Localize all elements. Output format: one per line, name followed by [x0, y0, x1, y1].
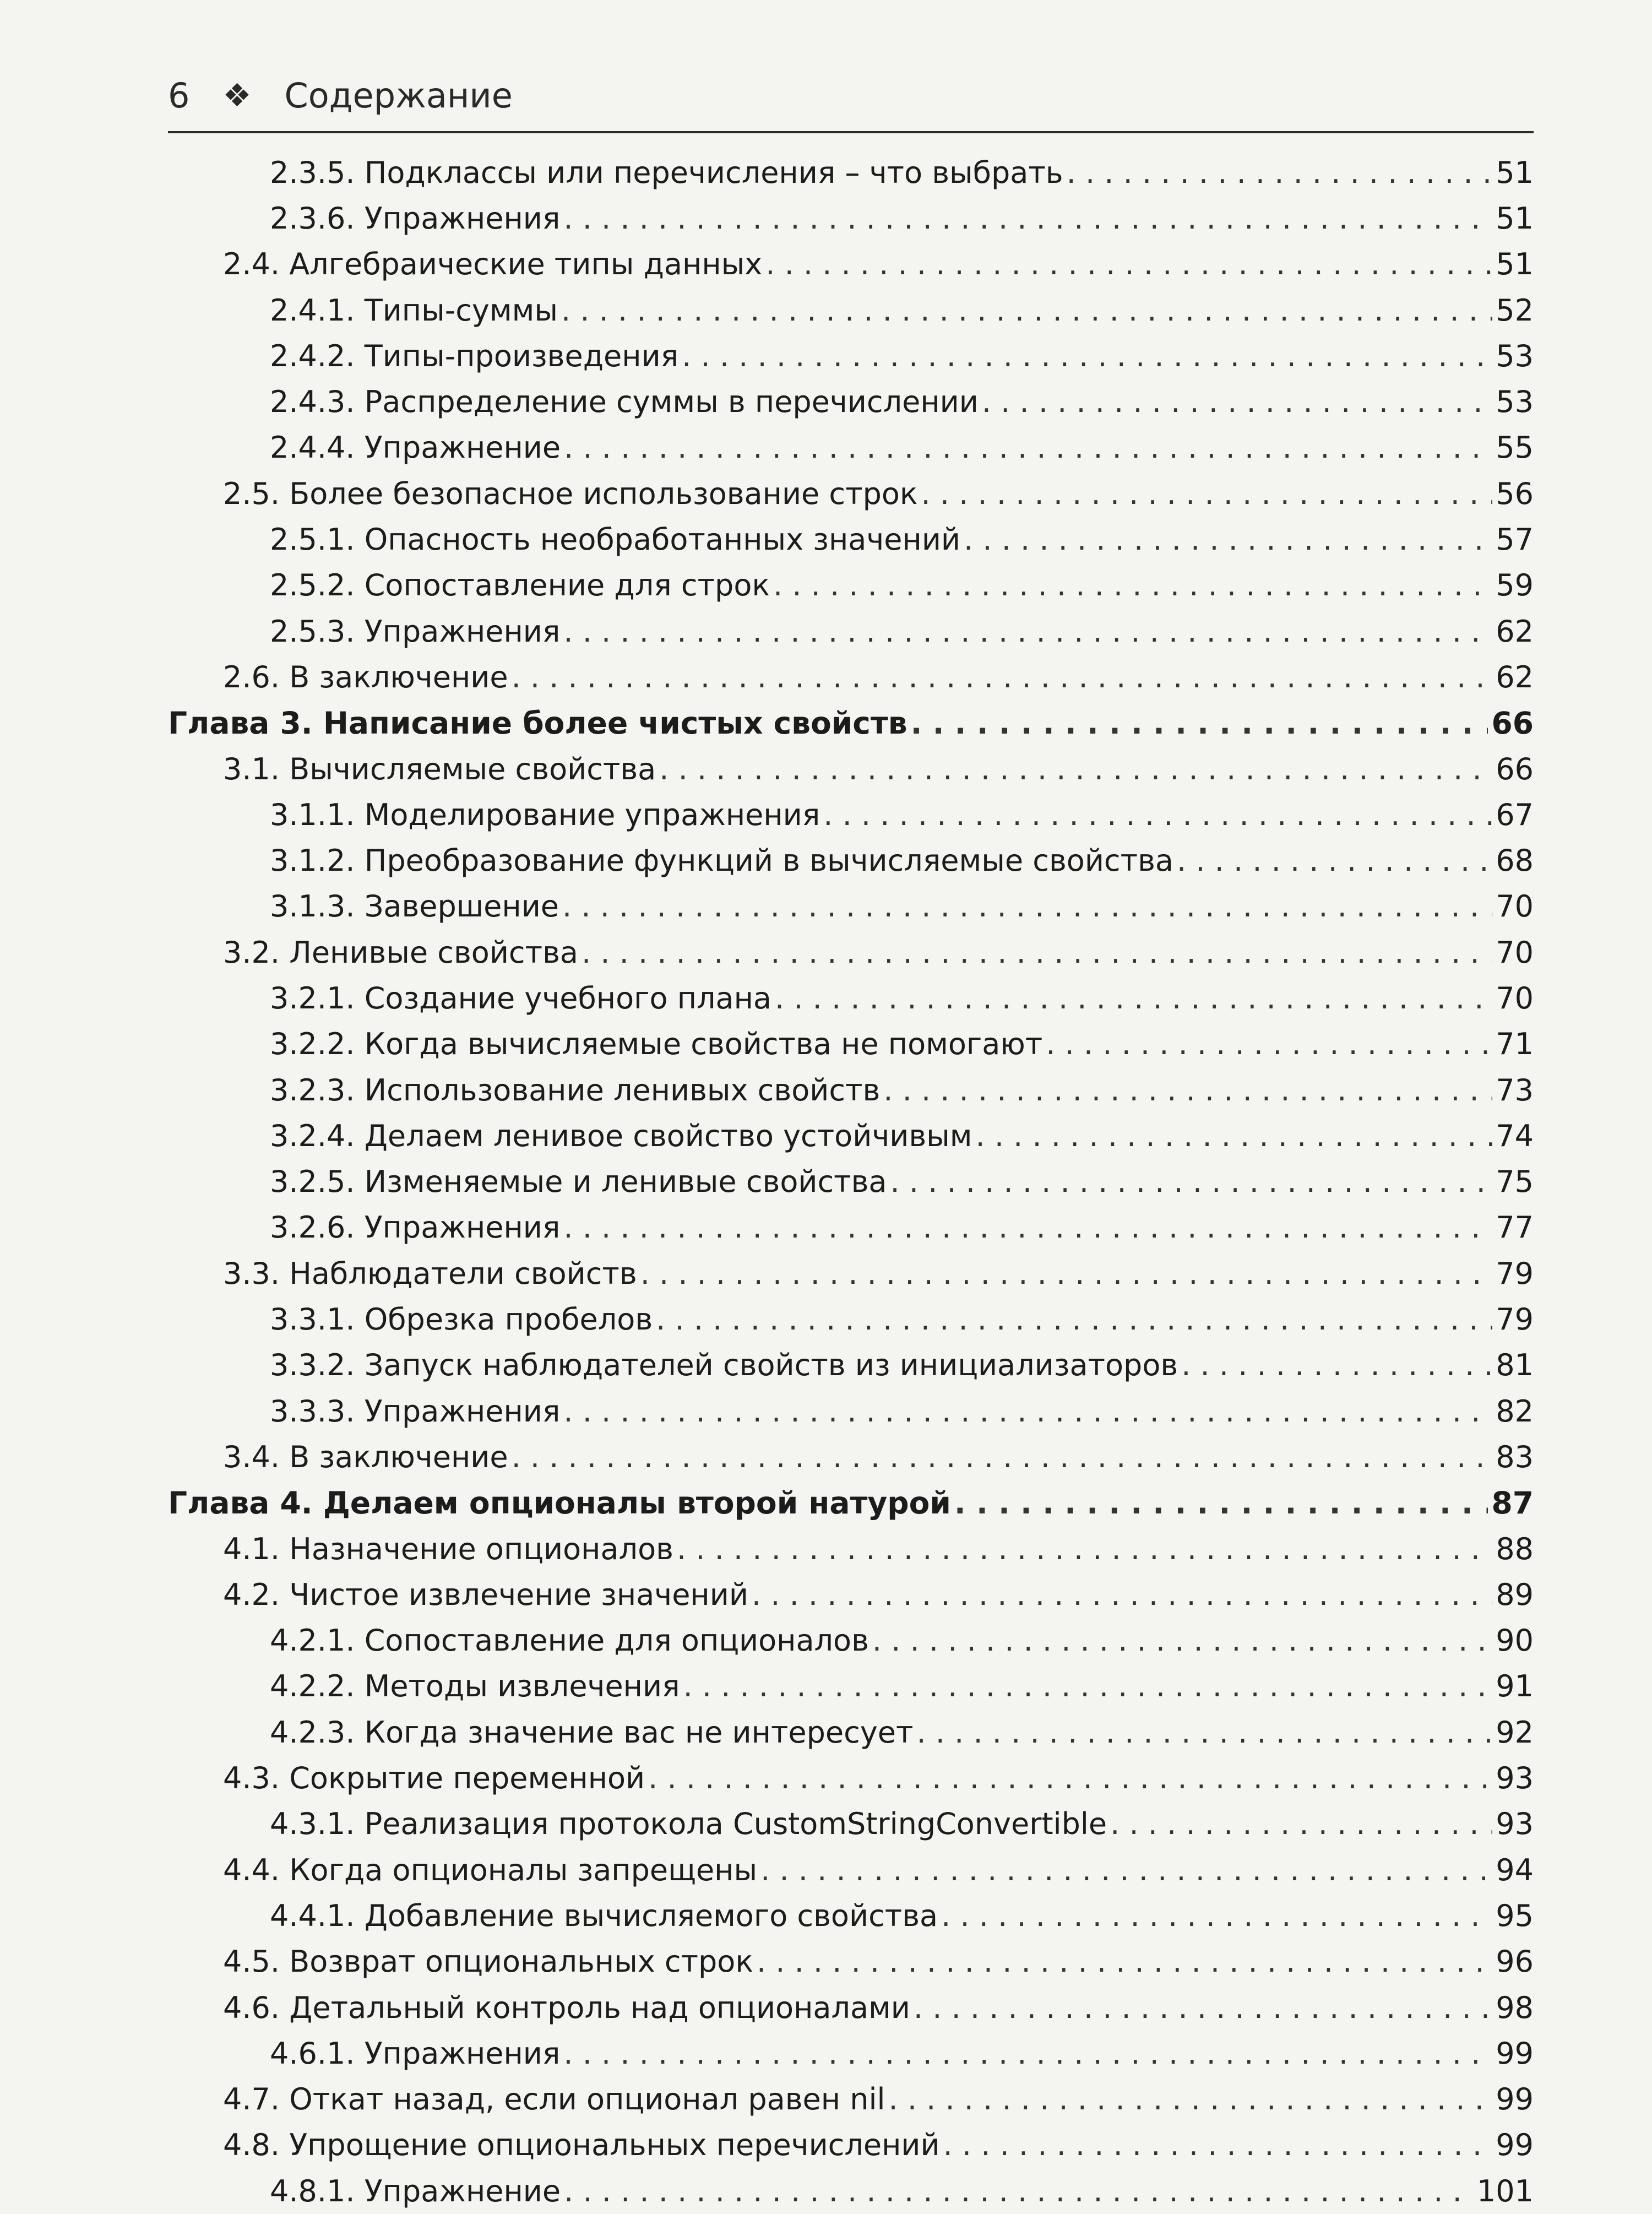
toc-subsection-entry: [168, 379, 1534, 425]
dot-leader: [562, 892, 1492, 921]
toc-entry-title: 4.4.1. Добавление вычисляемого свойства: [270, 1898, 938, 1933]
toc-section-entry: [168, 1526, 1534, 1572]
toc-entry-title: 2.5.2. Сопоставление для строк: [270, 568, 770, 603]
toc-entry-title: 3.2.6. Упражнения: [270, 1210, 561, 1245]
toc-entry-title: 3.1. Вычисляемые свойства: [223, 751, 656, 786]
toc-entry-page: 82: [1496, 1393, 1534, 1429]
dot-leader: [1177, 846, 1492, 876]
toc-entry-page: 53: [1496, 384, 1534, 420]
toc-section-entry: [168, 471, 1534, 517]
dot-leader: [872, 1626, 1492, 1656]
toc-subsection-entry: [168, 287, 1534, 333]
toc-entry-title: 3.4. В заключение: [223, 1439, 508, 1474]
toc-subsection-entry: [168, 2168, 1534, 2214]
toc-subsection-entry: [168, 1664, 1534, 1710]
toc-entry-title: 3.3.1. Обрезка пробелов: [270, 1302, 653, 1337]
toc-entry-page: 67: [1496, 797, 1534, 832]
toc-entry-page: 101: [1476, 2173, 1534, 2208]
dot-leader: [941, 1901, 1492, 1931]
toc-section-entry: [168, 654, 1534, 700]
toc-section-entry: [168, 1847, 1534, 1893]
toc-section-entry: [168, 930, 1534, 975]
toc-subsection-entry: [168, 975, 1534, 1021]
toc-entry-page: 74: [1496, 1118, 1534, 1153]
dot-leader: [943, 2130, 1493, 2160]
toc-subsection-entry: [168, 792, 1534, 838]
toc-entry-title: Глава 3. Написание более чистых свойств: [168, 705, 907, 741]
toc-entry-title: 4.8. Упрощение опциональных перечислений: [223, 2128, 940, 2163]
toc-section-entry: [168, 1434, 1534, 1480]
toc-entry-title: Глава 4. Делаем опционалы второй натурой: [168, 1485, 951, 1521]
toc-section-entry: [168, 242, 1534, 287]
toc-section-entry: [168, 746, 1534, 792]
toc-entry-title: 3.2.4. Делаем ленивое свойство устойчивым: [270, 1118, 972, 1153]
dot-leader: [775, 984, 1492, 1013]
toc-entry-title: 2.4.1. Типы-суммы: [270, 292, 558, 328]
toc-entry-page: 56: [1496, 476, 1534, 511]
toc-entry-page: 81: [1496, 1348, 1534, 1383]
toc-entry-title: 3.1.3. Завершение: [270, 889, 559, 924]
dot-leader: [563, 617, 1492, 647]
toc-section-entry: [168, 1572, 1534, 1618]
dot-leader: [563, 2039, 1492, 2069]
toc-subsection-entry: [168, 1159, 1534, 1205]
toc-entry-page: 70: [1496, 980, 1534, 1016]
section-title: Содержание: [284, 75, 513, 116]
page-number: 6: [168, 75, 190, 116]
toc-entry-page: 68: [1496, 843, 1534, 878]
toc-chapter-entry: [168, 701, 1534, 746]
toc-entry-page: 77: [1496, 1210, 1534, 1245]
toc-section-entry: [168, 1985, 1534, 2031]
toc-entry-page: 75: [1496, 1164, 1534, 1200]
toc-section-entry: [168, 1251, 1534, 1296]
toc-entry-title: 4.2.1. Сопоставление для опционалов: [270, 1623, 869, 1658]
toc-subsection-entry: [168, 838, 1534, 883]
dot-leader: [648, 1763, 1492, 1793]
toc-entry-page: 99: [1496, 2082, 1534, 2117]
dot-leader: [765, 249, 1492, 279]
toc-entry-title: 4.2. Чистое извлечение значений: [223, 1577, 748, 1612]
dot-leader: [914, 1993, 1492, 2023]
dot-leader: [823, 800, 1492, 830]
dot-leader: [773, 571, 1492, 600]
dot-leader: [760, 1855, 1492, 1885]
toc-entry-page: 66: [1496, 751, 1534, 786]
toc-entry-title: 4.5. Возврат опциональных строк: [223, 1944, 753, 1979]
toc-entry-title: 2.4.4. Упражнение: [270, 430, 561, 465]
toc-entry-page: 53: [1496, 338, 1534, 373]
toc-subsection-entry: [168, 1113, 1534, 1159]
toc-entry-page: 71: [1496, 1027, 1534, 1062]
toc-subsection-entry: [168, 563, 1534, 609]
running-header: [168, 70, 513, 120]
table-of-contents: [168, 150, 1534, 2214]
toc-entry-title: 2.3.5. Подклассы или перечисления – что выбрать: [270, 155, 1063, 190]
toc-subsection-entry: [168, 425, 1534, 471]
toc-section-entry: [168, 2123, 1534, 2168]
toc-entry-page: 96: [1496, 1944, 1534, 1979]
dot-leader: [976, 1121, 1493, 1151]
toc-entry-page: 87: [1491, 1485, 1534, 1521]
toc-subsection-entry: [168, 150, 1534, 196]
toc-entry-page: 98: [1496, 1990, 1534, 2025]
toc-entry-page: 88: [1496, 1531, 1534, 1566]
toc-subsection-entry: [168, 2031, 1534, 2076]
toc-chapter-entry: [168, 1480, 1534, 1526]
toc-subsection-entry: [168, 1893, 1534, 1939]
dot-leader: [683, 1672, 1493, 1701]
toc-entry-title: 4.6.1. Упражнения: [270, 2036, 561, 2071]
toc-subsection-entry: [168, 1296, 1534, 1342]
toc-entry-title: 3.1.2. Преобразование функций в вычисляемые свойства: [270, 843, 1173, 878]
dot-leader: [954, 1488, 1488, 1518]
toc-entry-title: 3.2.3. Использование ленивых свойств: [270, 1072, 881, 1108]
dot-leader: [964, 525, 1492, 555]
dot-leader: [682, 341, 1492, 371]
toc-entry-title: 2.6. В заключение: [223, 659, 508, 694]
toc-entry-title: 2.5. Более безопасное использование строк: [223, 476, 918, 511]
toc-entry-page: 95: [1496, 1898, 1534, 1933]
dot-leader: [757, 1947, 1492, 1977]
dot-leader: [561, 296, 1492, 325]
toc-subsection-entry: [168, 1022, 1534, 1067]
toc-entry-title: 4.4. Когда опционалы запрещены: [223, 1852, 758, 1887]
toc-entry-page: 55: [1496, 430, 1534, 465]
toc-entry-title: 4.1. Назначение опционалов: [223, 1531, 673, 1566]
toc-entry-page: 57: [1496, 522, 1534, 557]
toc-entry-title: 3.3.2. Запуск наблюдателей свойств из инициализаторов: [270, 1348, 1178, 1383]
toc-subsection-entry: [168, 1067, 1534, 1113]
dot-leader: [563, 1213, 1492, 1242]
toc-entry-title: 2.4.2. Типы-произведения: [270, 338, 679, 373]
toc-subsection-entry: [168, 196, 1534, 241]
toc-subsection-entry: [168, 1343, 1534, 1388]
header-rule: [168, 131, 1534, 133]
toc-entry-title: 3.2.5. Изменяемые и ленивые свойства: [270, 1164, 887, 1200]
toc-entry-page: 94: [1496, 1852, 1534, 1887]
toc-entry-page: 73: [1496, 1072, 1534, 1108]
toc-entry-title: 3.3.3. Упражнения: [270, 1393, 561, 1429]
dot-leader: [563, 204, 1492, 234]
toc-entry-page: 99: [1496, 2128, 1534, 2163]
dot-leader: [1067, 158, 1493, 188]
dot-leader: [640, 1259, 1493, 1289]
toc-section-entry: [168, 1939, 1534, 1985]
ornament-separator: ❖: [222, 77, 252, 114]
toc-subsection-entry: [168, 1710, 1534, 1755]
toc-subsection-entry: [168, 1801, 1534, 1847]
toc-entry-title: 4.2.3. Когда значение вас не интересует: [270, 1714, 914, 1750]
toc-entry-page: 51: [1496, 247, 1534, 282]
toc-entry-title: 2.4.3. Распределение суммы в перечислении: [270, 384, 979, 420]
toc-entry-title: 3.1.1. Моделирование упражнения: [270, 797, 820, 832]
dot-leader: [659, 755, 1492, 784]
toc-entry-page: 79: [1496, 1302, 1534, 1337]
toc-section-entry: [168, 1755, 1534, 1801]
dot-leader: [564, 433, 1492, 463]
dot-leader: [916, 1718, 1492, 1748]
toc-entry-title: 4.8.1. Упражнение: [270, 2173, 561, 2208]
toc-entry-title: 3.2.2. Когда вычисляемые свойства не помогают: [270, 1027, 1043, 1062]
toc-entry-page: 93: [1496, 1806, 1534, 1842]
toc-entry-page: 51: [1496, 200, 1534, 236]
dot-leader: [677, 1534, 1492, 1564]
dot-leader: [1110, 1809, 1492, 1839]
toc-entry-page: 99: [1496, 2036, 1534, 2071]
toc-section-entry: [168, 2076, 1534, 2122]
dot-leader: [582, 938, 1492, 968]
toc-entry-title: 3.3. Наблюдатели свойств: [223, 1256, 637, 1291]
dot-leader: [890, 1167, 1493, 1197]
dot-leader: [563, 1397, 1492, 1426]
toc-entry-title: 4.3.1. Реализация протокола CustomStringConvertible: [270, 1806, 1107, 1842]
toc-subsection-entry: [168, 1618, 1534, 1664]
dot-leader: [883, 1076, 1492, 1105]
dot-leader: [1046, 1029, 1492, 1059]
toc-entry-page: 70: [1496, 935, 1534, 970]
toc-entry-title: 4.6. Детальный контроль над опционалами: [223, 1990, 910, 2025]
toc-entry-title: 3.2.1. Создание учебного плана: [270, 980, 772, 1016]
dot-leader: [1181, 1350, 1492, 1380]
toc-entry-page: 83: [1496, 1439, 1534, 1474]
dot-leader: [512, 663, 1493, 692]
dot-leader: [911, 708, 1488, 739]
toc-subsection-entry: [168, 1388, 1534, 1434]
toc-entry-title: 4.3. Сокрытие переменной: [223, 1761, 645, 1796]
toc-subsection-entry: [168, 1205, 1534, 1251]
toc-entry-title: 4.7. Откат назад, если опционал равен nil: [223, 2082, 885, 2117]
toc-entry-page: 93: [1496, 1761, 1534, 1796]
toc-entry-page: 51: [1496, 155, 1534, 190]
toc-subsection-entry: [168, 333, 1534, 379]
dot-leader: [656, 1305, 1492, 1334]
toc-entry-page: 89: [1496, 1577, 1534, 1612]
toc-entry-title: 2.4. Алгебраические типы данных: [223, 247, 763, 282]
toc-entry-title: 3.2. Ленивые свойства: [223, 935, 578, 970]
toc-entry-title: 2.5.3. Упражнения: [270, 614, 561, 649]
dot-leader: [564, 2177, 1474, 2206]
toc-entry-title: 2.5.1. Опасность необработанных значений: [270, 522, 961, 557]
toc-entry-page: 90: [1496, 1623, 1534, 1658]
toc-entry-page: 79: [1496, 1256, 1534, 1291]
toc-entry-page: 66: [1491, 705, 1534, 741]
toc-entry-page: 91: [1496, 1669, 1534, 1704]
toc-entry-page: 52: [1496, 292, 1534, 328]
toc-subsection-entry: [168, 884, 1534, 930]
toc-subsection-entry: [168, 609, 1534, 654]
toc-entry-page: 62: [1496, 614, 1534, 649]
toc-entry-title: 2.3.6. Упражнения: [270, 200, 561, 236]
dot-leader: [512, 1442, 1493, 1472]
dot-leader: [752, 1580, 1492, 1610]
dot-leader: [982, 387, 1492, 417]
toc-entry-page: 70: [1496, 889, 1534, 924]
toc-entry-page: 62: [1496, 659, 1534, 694]
dot-leader: [921, 479, 1493, 509]
toc-entry-page: 92: [1496, 1714, 1534, 1750]
toc-entry-page: 59: [1496, 568, 1534, 603]
toc-entry-title: 4.2.2. Методы извлечения: [270, 1669, 680, 1704]
dot-leader: [888, 2085, 1492, 2114]
toc-subsection-entry: [168, 517, 1534, 562]
